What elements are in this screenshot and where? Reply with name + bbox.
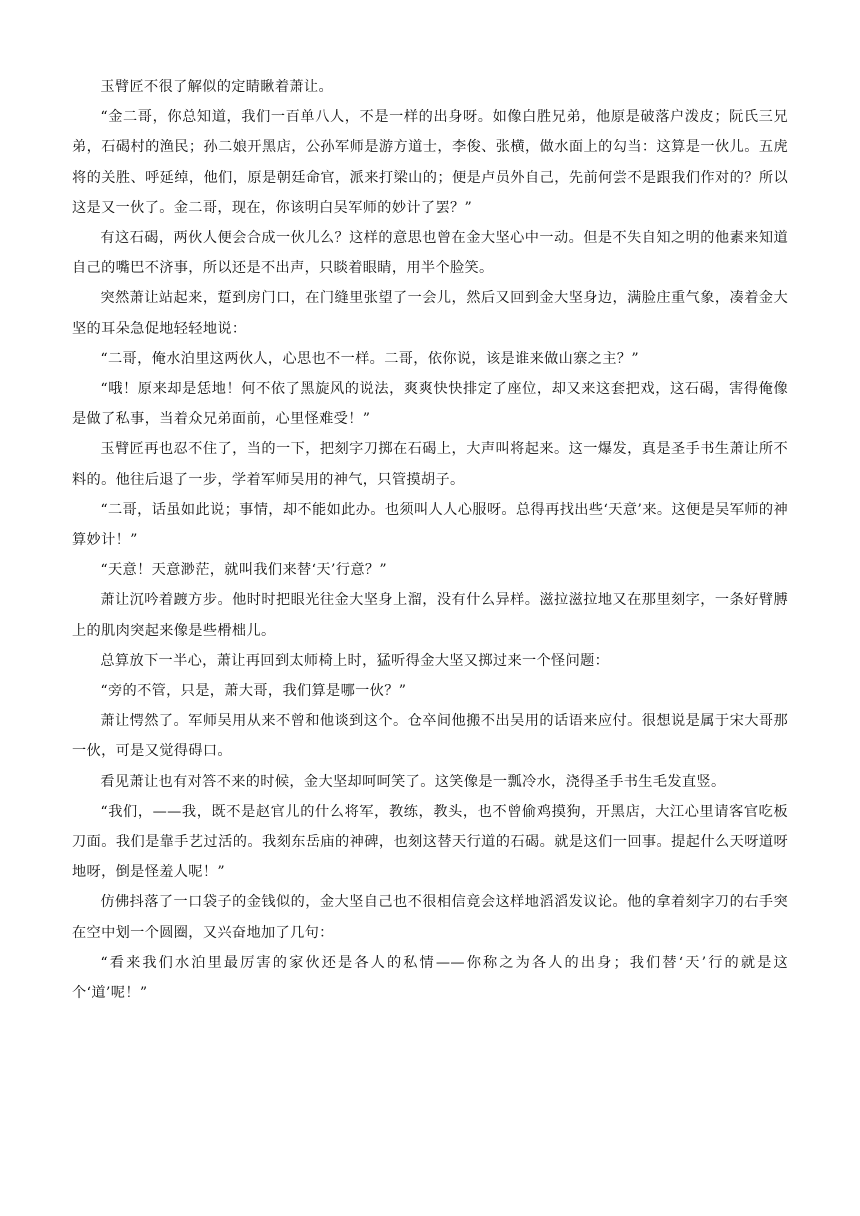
paragraph-8: “二哥，话虽如此说；事情，却不能如此办。也须叫人人心服呀。总得再找出些‘天意’来。这便是吴军师的神算妙计！”	[72, 501, 788, 549]
paragraph-11: 总算放下一半心，萧让再回到太师椅上时，猛听得金大坚又掷过来一个怪问题：	[100, 652, 610, 669]
paragraph-1: 玉臂匠不很了解似的定睛瞅着萧让。	[100, 79, 333, 95]
paragraph-4: 突然萧让站起来，踅到房门口，在门缝里张望了一会儿，然后又回到金大坚身边，满脸庄重气象，凑着金大坚的耳朵急促地轻轻地说：	[72, 290, 788, 337]
paragraph-12: “旁的不管，只是，萧大哥，我们算是哪一伙？”	[100, 683, 407, 700]
paragraph-5: “二哥，俺水泊里这两伙人，心思也不一样。二哥，依你说，该是谁来做山寨之主？”	[100, 350, 639, 367]
paragraph-2: “金二哥，你总知道，我们一百单八人，不是一样的出身呀。如像白胜兄弟，他原是破落户泼皮；阮氏三兄弟，石碣村的渔民；孙二娘开黑店，公孙军师是游方道士，李俊、张横，做水面上的勾当：这算是一伙儿。五虎将的关胜、呼延绰，他们，原是朝廷命官，派来打梁山的；便是卢员外自己，先前何尝不是跟我们作对的？所以这是又一伙了。金二哥，现在，你该明白吴军师的妙计了罢？”	[72, 109, 788, 216]
paragraph-6: “哦！原来却是恁地！何不依了黑旋风的说法，爽爽快快排定了座位，却又来这套把戏，这石碣，害得俺像是做了私事，当着众兄弟面前，心里怪难受！”	[72, 381, 788, 428]
paragraph-9: “天意！天意渺茫，就叫我们来替‘天’行意？”	[100, 562, 387, 579]
paragraph-14: 看见萧让也有对答不来的时候，金大坚却呵呵笑了。这笑像是一瓢冷水，浇得圣手书生毛发直竖。	[100, 773, 726, 790]
paragraph-7: 玉臂匠再也忍不住了，当的一下，把刻字刀掷在石碣上，大声叫将起来。这一爆发，真是圣手书生萧让所不料的。他往后退了一步，学着军师吴用的神气，只管摸胡子。	[72, 441, 788, 488]
paragraph-10: 萧让沉吟着踱方步。他时时把眼光往金大坚身上溜，没有什么异样。滋拉滋拉地又在那里刻字，一条好臂膊上的肌肉突起来像是些榾柮儿。	[72, 592, 788, 639]
paragraph-15: “我们，——我，既不是赵官儿的什么将军，教练，教头，也不曾偷鸡摸狗，开黑店，大江心里请客官吃板刀面。我们是靠手艺过活的。我刻东岳庙的神碑，也刻这替天行道的石碣。就是这们一回事。提起什么天呀道呀地呀，倒是怪羞人呢！”	[72, 803, 788, 881]
document-body	[72, 72, 788, 1008]
paragraph-17: “看来我们水泊里最厉害的家伙还是各人的私情——你称之为各人的出身；我们替‘天’行的就是这个‘道’呢！”	[72, 954, 788, 1002]
paragraph-3: 有这石碣，两伙人便会合成一伙儿么？这样的意思也曾在金大坚心中一动。但是不失自知之明的他素来知道自己的嘴巴不济事，所以还是不出声，只睒着眼睛，用半个脸笑。	[72, 230, 788, 277]
paragraph-16: 仿佛抖落了一口袋子的金钱似的，金大坚自己也不很相信竟会这样地滔滔发议论。他的拿着刻字刀的右手突在空中划一个圆圈，又兴奋地加了几句：	[72, 894, 788, 941]
paragraph-13: 萧让愕然了。军师吴用从来不曾和他谈到这个。仓卒间他搬不出吴用的话语来应付。很想说是属于宋大哥那一伙，可是又觉得碍口。	[72, 713, 788, 760]
